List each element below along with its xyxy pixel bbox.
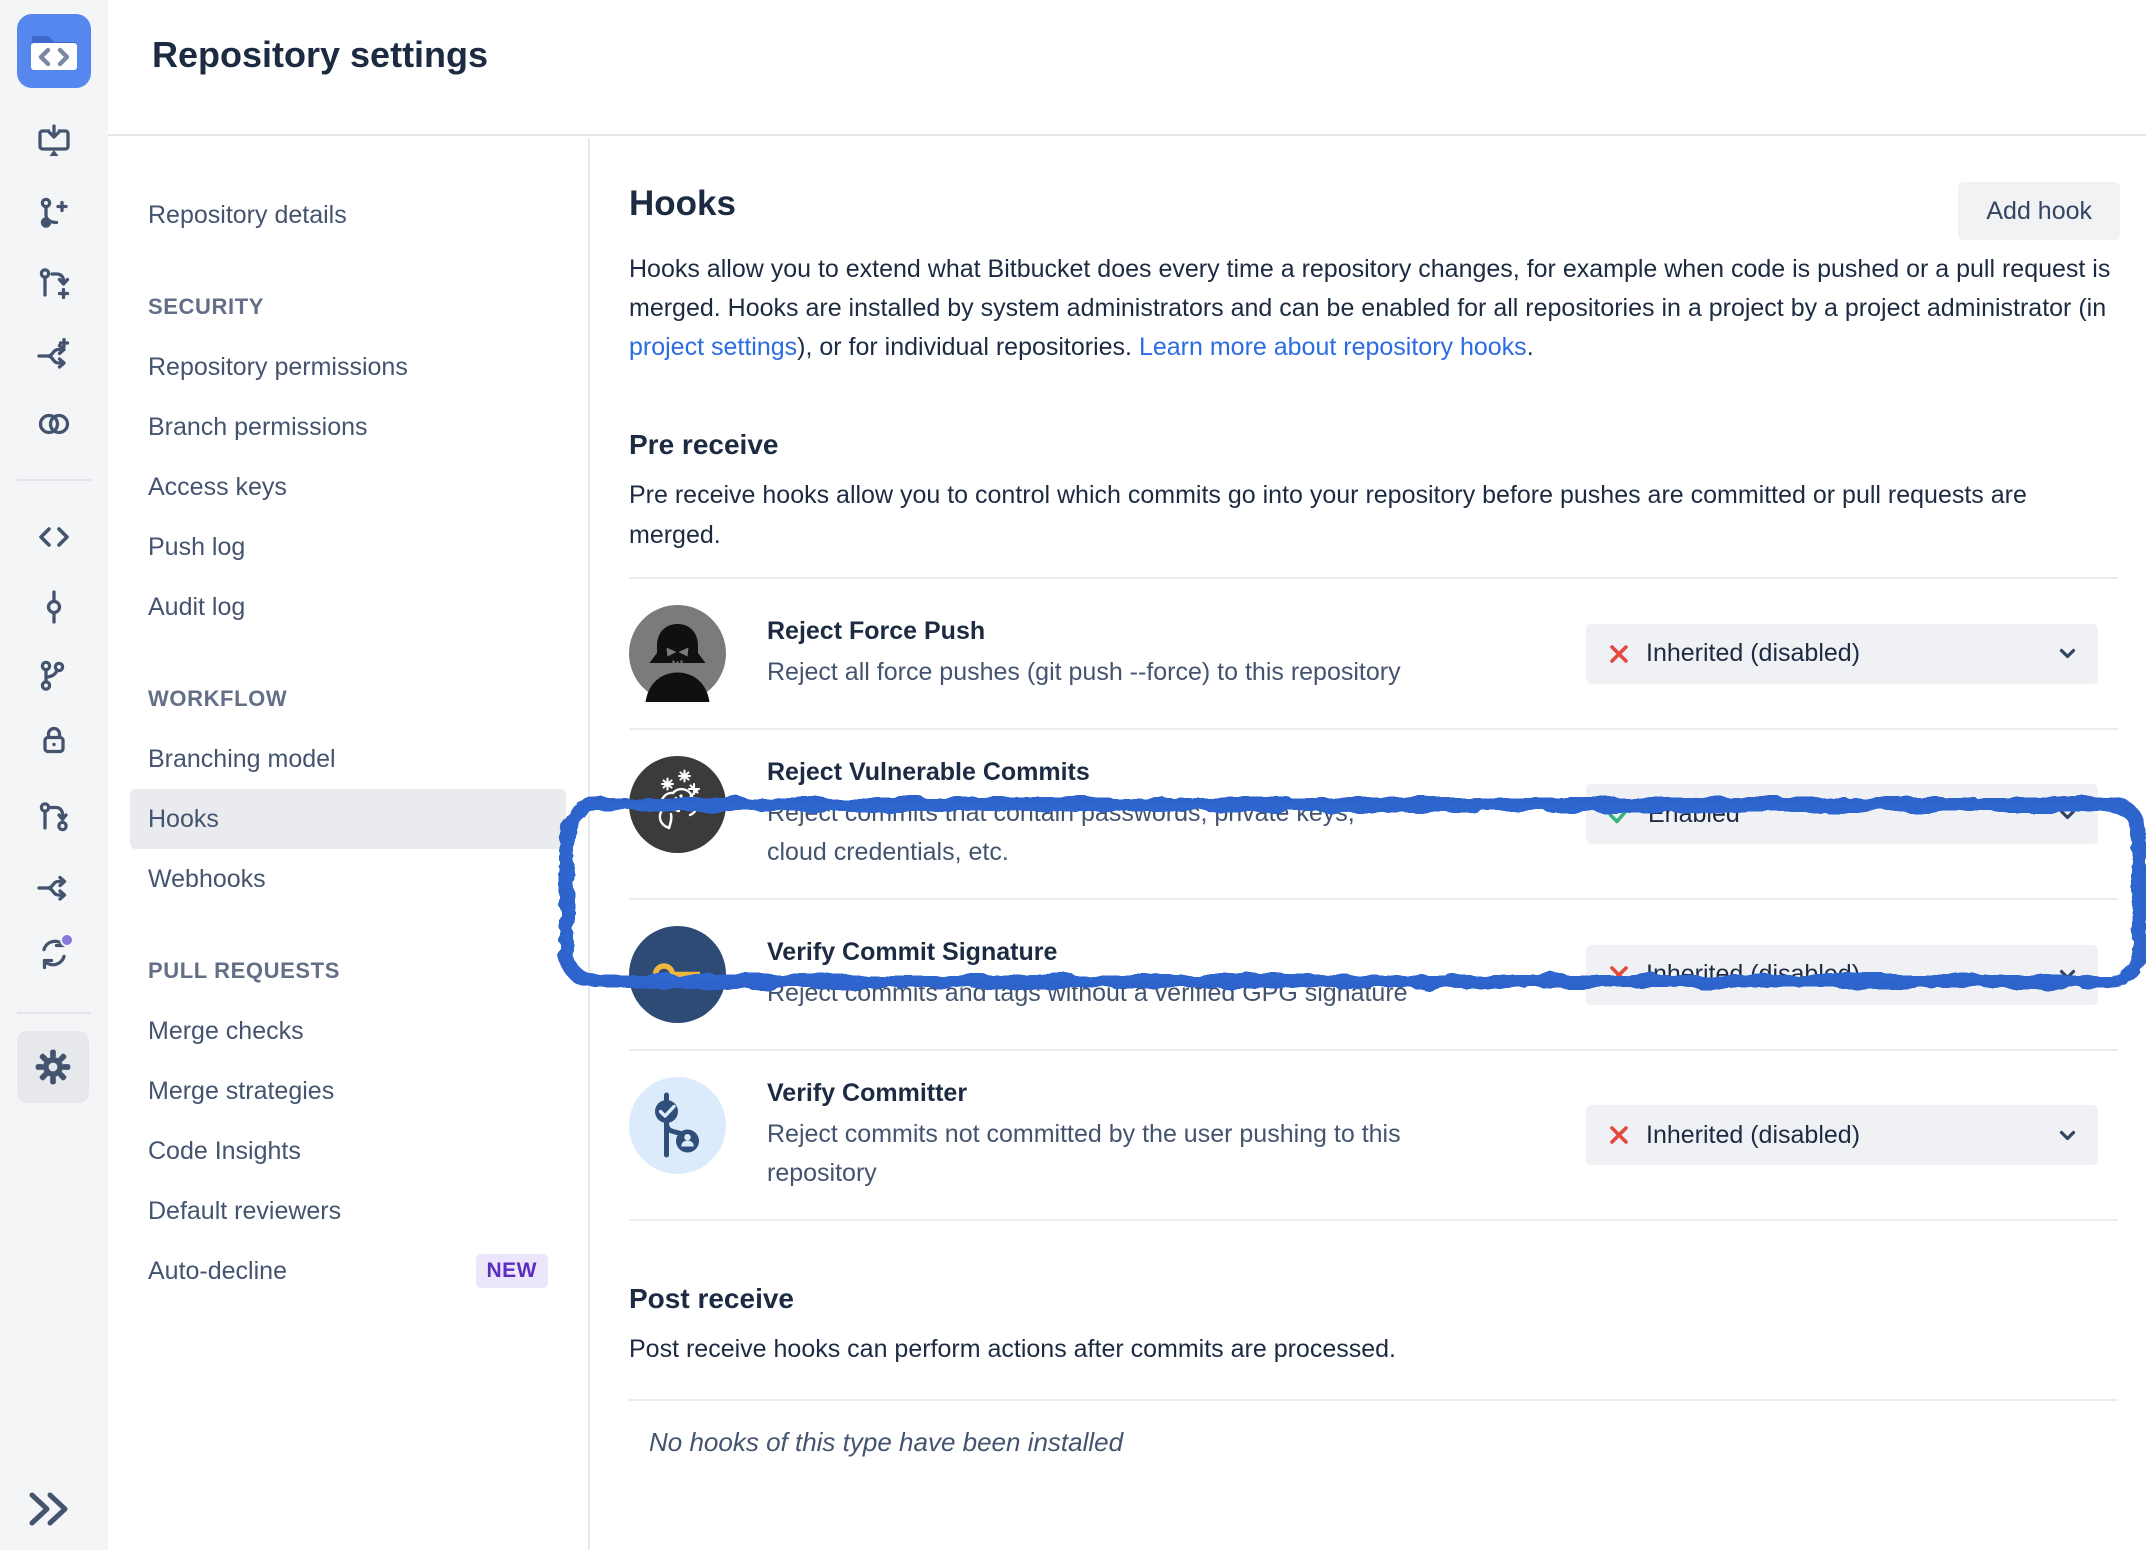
sidebar-item-label: Branching model bbox=[148, 744, 336, 773]
chevron-down-icon bbox=[2059, 648, 2076, 659]
branches-icon[interactable] bbox=[35, 657, 73, 695]
x-icon bbox=[1608, 964, 1630, 986]
clone-icon[interactable] bbox=[35, 123, 73, 161]
hook-status-dropdown[interactable] bbox=[1586, 624, 2098, 684]
sidebar-item-label: Repository details bbox=[148, 200, 347, 229]
hook-row-reject-vulnerable-commits bbox=[629, 728, 2118, 898]
vader-avatar bbox=[629, 605, 726, 702]
project-settings-link[interactable]: project settings bbox=[629, 333, 798, 361]
sidebar-section-security: SECURITY bbox=[148, 294, 265, 319]
sidebar-item-label: Audit log bbox=[148, 592, 246, 621]
pre-receive-heading: Pre receive bbox=[629, 429, 779, 460]
intro-text: ), or for individual repositories. bbox=[797, 333, 1139, 361]
hook-row-verify-commit-signature bbox=[629, 898, 2118, 1049]
add-hook-button[interactable]: Add hook bbox=[1958, 182, 2120, 240]
sidebar-item-label: Branch permissions bbox=[148, 412, 368, 441]
hook-description: Reject all force pushes (git push --force) to this repository bbox=[767, 658, 1401, 686]
sidebar-item-repository-permissions[interactable] bbox=[130, 337, 566, 397]
intro-text: . bbox=[1526, 333, 1534, 361]
gear-icon bbox=[32, 1046, 74, 1088]
app-icon-rail bbox=[0, 0, 108, 1550]
check-icon bbox=[1608, 804, 1632, 824]
x-icon bbox=[1608, 643, 1630, 665]
hooks-intro bbox=[629, 250, 2118, 367]
committer-avatar bbox=[629, 1077, 726, 1174]
sidebar-item-label: Hooks bbox=[148, 804, 219, 833]
new-badge: NEW bbox=[476, 1254, 549, 1288]
sidebar-item-merge-strategies[interactable] bbox=[130, 1061, 566, 1121]
sidebar-item-label: Auto-decline bbox=[148, 1256, 287, 1285]
post-receive-empty-list bbox=[629, 1399, 2118, 1458]
hook-text bbox=[767, 1077, 1417, 1193]
builds-icon[interactable] bbox=[35, 934, 73, 972]
forks-icon[interactable] bbox=[35, 869, 73, 907]
rail-divider bbox=[17, 479, 91, 481]
hook-title: Reject Vulnerable Commits bbox=[767, 758, 1090, 786]
sidebar-item-branch-permissions[interactable] bbox=[130, 397, 566, 457]
hook-status-dropdown[interactable] bbox=[1586, 945, 2098, 1005]
sidebar-item-label: Merge checks bbox=[148, 1016, 304, 1045]
sidebar-item-label: Push log bbox=[148, 532, 246, 561]
hook-status-label: Inherited (disabled) bbox=[1646, 639, 1861, 667]
chevron-down-icon bbox=[2059, 969, 2076, 980]
chevron-down-icon bbox=[2059, 969, 2076, 980]
x-icon bbox=[1608, 1124, 1630, 1146]
key-avatar bbox=[629, 926, 726, 1023]
hook-status-label: Enabled bbox=[1648, 799, 1740, 828]
sidebar-item-webhooks[interactable] bbox=[130, 849, 566, 909]
sidebar-section-workflow: WORKFLOW bbox=[148, 686, 288, 711]
hook-text bbox=[767, 615, 1401, 692]
create-pull-request-icon[interactable] bbox=[35, 265, 73, 303]
sidebar-item-repository-details[interactable] bbox=[130, 185, 566, 245]
chevron-down-icon bbox=[2059, 1130, 2076, 1141]
sidebar-item-default-reviewers[interactable] bbox=[130, 1181, 566, 1241]
settings-gear-button[interactable] bbox=[17, 1031, 89, 1103]
compare-fork-icon[interactable] bbox=[35, 337, 73, 375]
pre-receive-description: Pre receive hooks allow you to control which commits go into your repository before pushes are committed or pull requests are merged. bbox=[629, 481, 2027, 549]
hook-description: Reject commits and tags without a verified GPG signature bbox=[767, 979, 1408, 1007]
sidebar-item-label: Merge strategies bbox=[148, 1076, 335, 1105]
post-receive-description: Post receive hooks can perform actions after commits are processed. bbox=[629, 1335, 1396, 1363]
pull-requests-icon[interactable] bbox=[35, 799, 73, 837]
hook-status-dropdown[interactable] bbox=[1586, 1105, 2098, 1165]
chevron-down-icon bbox=[2059, 648, 2076, 659]
commits-icon[interactable] bbox=[35, 588, 73, 626]
rail-divider bbox=[17, 1012, 91, 1014]
expand-sidebar-icon[interactable] bbox=[26, 1489, 70, 1531]
sidebar-item-access-keys[interactable] bbox=[130, 457, 566, 517]
x-icon bbox=[1608, 964, 1630, 986]
hook-row-verify-committer bbox=[629, 1049, 2118, 1219]
sidebar-item-label: Access keys bbox=[148, 472, 287, 501]
sidebar-nav bbox=[108, 185, 588, 1301]
hook-description: Reject commits not committed by the user pushing to this repository bbox=[767, 1120, 1401, 1187]
settings-sidebar bbox=[108, 138, 590, 1550]
sidebar-item-code-insights[interactable] bbox=[130, 1121, 566, 1181]
hooks-main bbox=[590, 138, 2146, 1550]
mind-avatar bbox=[629, 756, 726, 853]
source-code-icon[interactable] bbox=[35, 518, 73, 556]
hook-title: Verify Commit Signature bbox=[767, 938, 1058, 966]
sidebar-item-auto-decline[interactable] bbox=[130, 1241, 566, 1301]
hook-text bbox=[767, 936, 1408, 1013]
hook-title: Reject Force Push bbox=[767, 617, 986, 645]
post-receive-heading: Post receive bbox=[629, 1283, 794, 1314]
sidebar-item-audit-log[interactable] bbox=[130, 577, 566, 637]
hook-description: Reject commits that contain passwords, private keys, cloud credentials, etc. bbox=[767, 799, 1355, 866]
intro-text: Hooks allow you to extend what Bitbucket does every time a repository changes, for example when code is pushed or a pull request is merged. Hooks are installed by system administrators and can be enabled for all repositories in a project by a project administrator (in bbox=[629, 255, 2111, 322]
hook-text bbox=[767, 756, 1417, 872]
chevron-down-icon bbox=[2059, 809, 2076, 820]
repository-logo-icon[interactable] bbox=[17, 14, 91, 88]
sidebar-item-hooks[interactable] bbox=[130, 789, 566, 849]
sidebar-section-pull-requests: PULL REQUESTS bbox=[148, 958, 340, 983]
hook-status-dropdown[interactable] bbox=[1586, 784, 2098, 844]
sidebar-item-label: Code Insights bbox=[148, 1136, 301, 1165]
create-branch-icon[interactable] bbox=[35, 194, 73, 232]
page-header bbox=[108, 0, 2146, 136]
empty-message: No hooks of this type have been installed bbox=[649, 1427, 1124, 1457]
hook-status-label: Inherited (disabled) bbox=[1646, 960, 1861, 988]
chevron-down-icon bbox=[2059, 1130, 2076, 1141]
sidebar-item-label: Webhooks bbox=[148, 864, 266, 893]
sidebar-item-merge-checks[interactable] bbox=[130, 1001, 566, 1061]
hook-row-reject-force-push bbox=[629, 577, 2118, 728]
hook-title: Verify Committer bbox=[767, 1079, 968, 1107]
learn-more-link[interactable]: Learn more about repository hooks bbox=[1138, 333, 1527, 361]
chevron-down-icon bbox=[2059, 809, 2076, 820]
security-lock-icon[interactable] bbox=[35, 721, 73, 759]
page-title: Repository settings bbox=[152, 34, 489, 75]
sidebar-item-branching-model[interactable] bbox=[130, 729, 566, 789]
sidebar-item-label: Default reviewers bbox=[148, 1196, 342, 1225]
sidebar-item-label: Repository permissions bbox=[148, 352, 408, 381]
x-icon bbox=[1608, 1124, 1630, 1146]
hooks-heading: Hooks bbox=[629, 184, 736, 223]
x-icon bbox=[1608, 643, 1630, 665]
compare-branches-icon[interactable] bbox=[35, 405, 73, 443]
pre-receive-hook-list bbox=[629, 577, 2118, 1221]
sidebar-item-push-log[interactable] bbox=[130, 517, 566, 577]
hook-status-label: Inherited (disabled) bbox=[1646, 1120, 1861, 1149]
check-icon bbox=[1608, 804, 1632, 824]
